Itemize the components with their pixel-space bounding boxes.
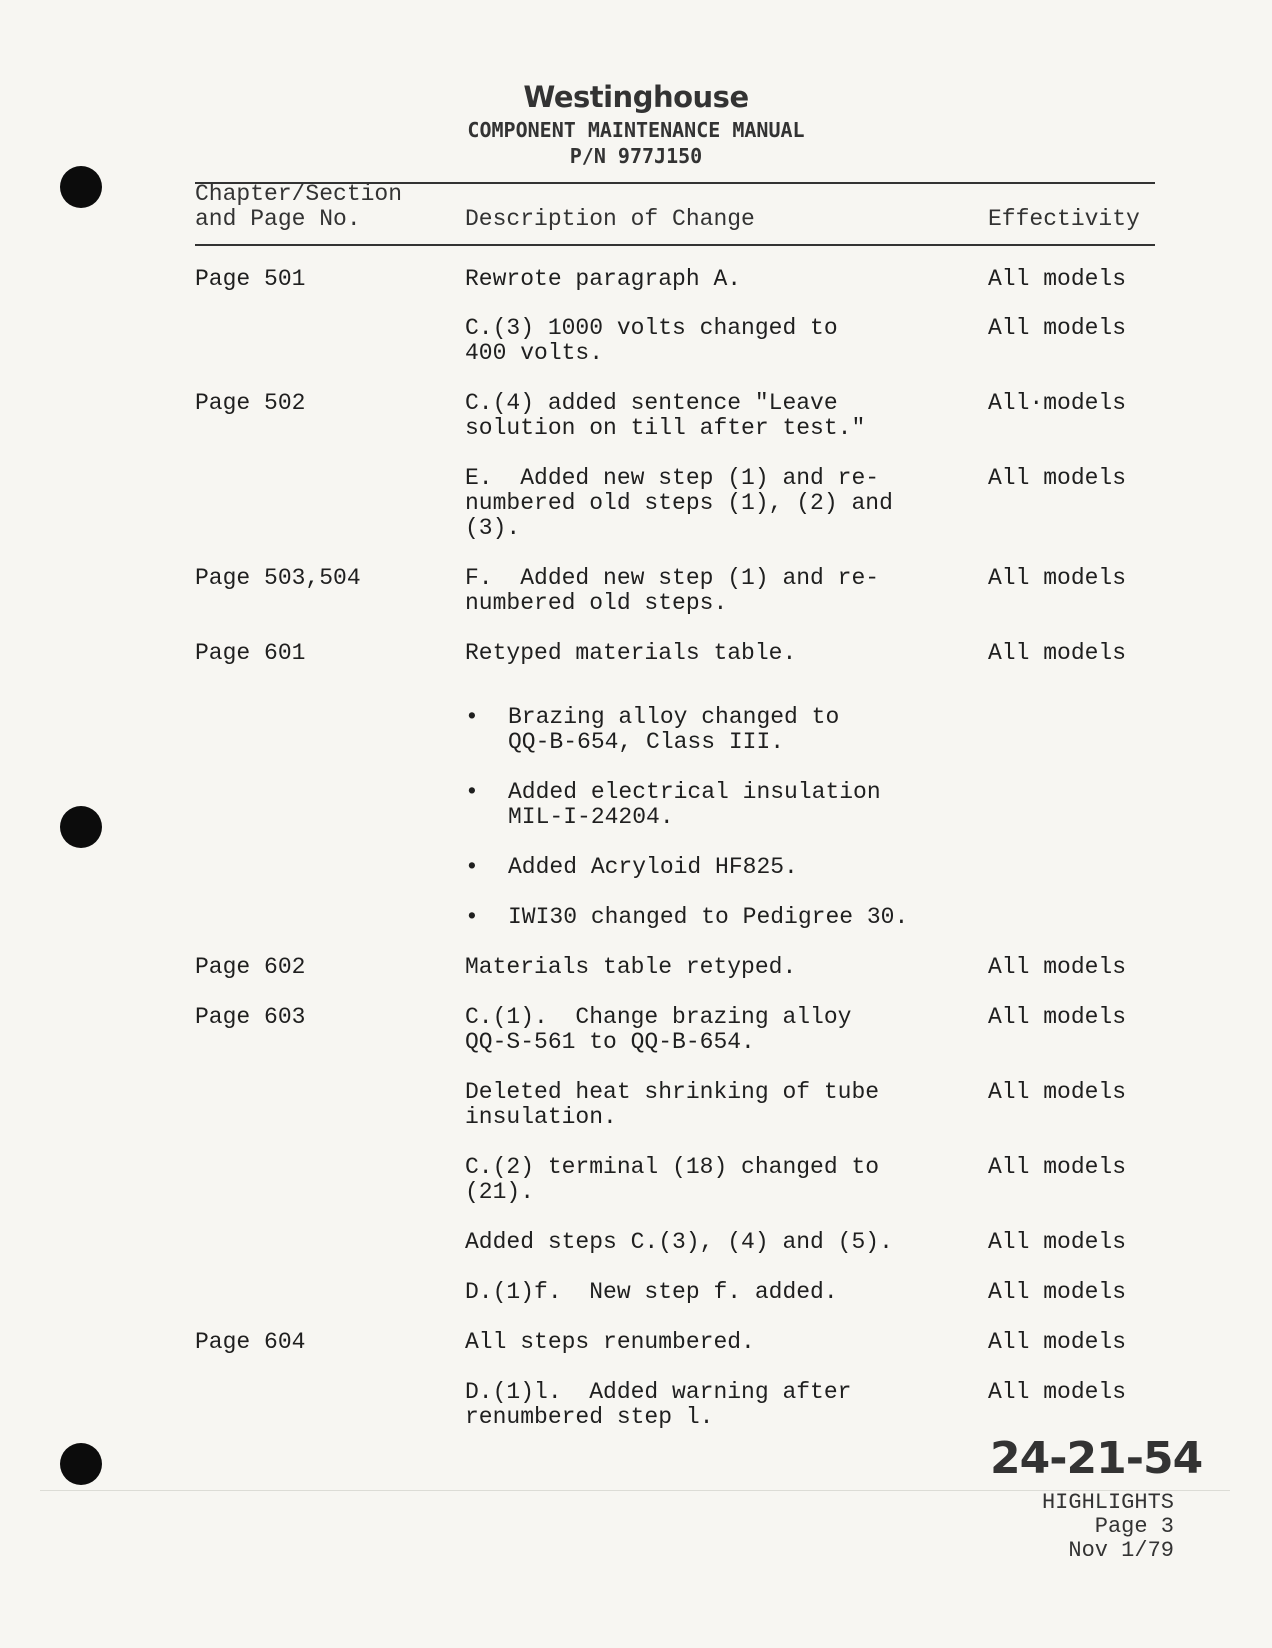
punch-hole-middle: [60, 806, 102, 848]
column-header-effectivity: Effectivity: [988, 206, 1140, 232]
row-effectivity: All models: [988, 1154, 1127, 1180]
row-effectivity: All models: [988, 266, 1127, 292]
row-effectivity: All models: [988, 465, 1127, 491]
row-effectivity: All models: [988, 1379, 1127, 1405]
bullet-icon: •: [465, 704, 479, 730]
document-number: 24-21-54: [990, 1433, 1203, 1484]
row-description: All steps renumbered.: [465, 1329, 755, 1355]
row-description: E. Added new step (1) and re- numbered old steps (1), (2) and (3).: [465, 465, 893, 541]
row-description: Materials table retyped.: [465, 954, 797, 980]
row-description: D.(1)l. Added warning after renumbered step l.: [465, 1379, 852, 1430]
row-effectivity: All models: [988, 565, 1127, 591]
footer-date: Nov 1/79: [1068, 1538, 1174, 1563]
row-effectivity: All·models: [988, 390, 1127, 416]
column-header-chapter: Chapter/Section and Page No.: [195, 181, 403, 232]
row-page: Page 604: [195, 1329, 306, 1355]
row-page: Page 602: [195, 954, 306, 980]
table-header-rule: [195, 244, 1155, 246]
row-effectivity: All models: [988, 1079, 1127, 1105]
footer-page: Page 3: [1094, 1514, 1174, 1539]
punch-hole-top: [60, 166, 102, 208]
row-effectivity: All models: [988, 1329, 1127, 1355]
row-effectivity: All models: [988, 315, 1127, 341]
bullet-text: Added electrical insulation MIL-I-24204.: [508, 779, 881, 830]
bullet-icon: •: [465, 779, 479, 805]
bullet-text: Brazing alloy changed to QQ-B-654, Class III.: [508, 704, 840, 755]
row-description: C.(1). Change brazing alloy QQ-S-561 to QQ-B-654.: [465, 1004, 852, 1055]
brand-name: Westinghouse: [523, 80, 749, 114]
row-description: Rewrote paragraph A.: [465, 266, 742, 292]
row-page: Page 503,504: [195, 565, 361, 591]
document-header: [0, 80, 1272, 168]
bullet-text: Added Acryloid HF825.: [508, 854, 798, 880]
row-effectivity: All models: [988, 1229, 1127, 1255]
row-description: Deleted heat shrinking of tube insulation.: [465, 1079, 880, 1130]
manual-title: COMPONENT MAINTENANCE MANUAL: [467, 118, 805, 142]
row-page: Page 501: [195, 266, 306, 292]
row-effectivity: All models: [988, 640, 1127, 666]
row-description: C.(4) added sentence "Leave solution on till after test.": [465, 390, 866, 441]
punch-hole-bottom: [60, 1443, 102, 1485]
row-page: Page 601: [195, 640, 306, 666]
row-description: C.(3) 1000 volts changed to 400 volts.: [465, 315, 838, 366]
row-description: Retyped materials table.: [465, 640, 797, 666]
bullet-icon: •: [465, 904, 479, 930]
row-page: Page 502: [195, 390, 306, 416]
footer-section: HIGHLIGHTS: [1041, 1490, 1174, 1515]
row-description: Added steps C.(3), (4) and (5).: [465, 1229, 893, 1255]
bullet-icon: •: [465, 854, 479, 880]
row-description: F. Added new step (1) and re- numbered old steps.: [465, 565, 880, 616]
column-header-description: Description of Change: [465, 206, 755, 232]
row-effectivity: All models: [988, 954, 1127, 980]
row-description: C.(2) terminal (18) changed to (21).: [465, 1154, 880, 1205]
row-effectivity: All models: [988, 1004, 1127, 1030]
bullet-text: IWI30 changed to Pedigree 30.: [508, 904, 909, 930]
row-effectivity: All models: [988, 1279, 1127, 1305]
row-description: D.(1)f. New step f. added.: [465, 1279, 838, 1305]
row-page: Page 603: [195, 1004, 306, 1030]
part-number: P/N 977J150: [569, 144, 703, 168]
